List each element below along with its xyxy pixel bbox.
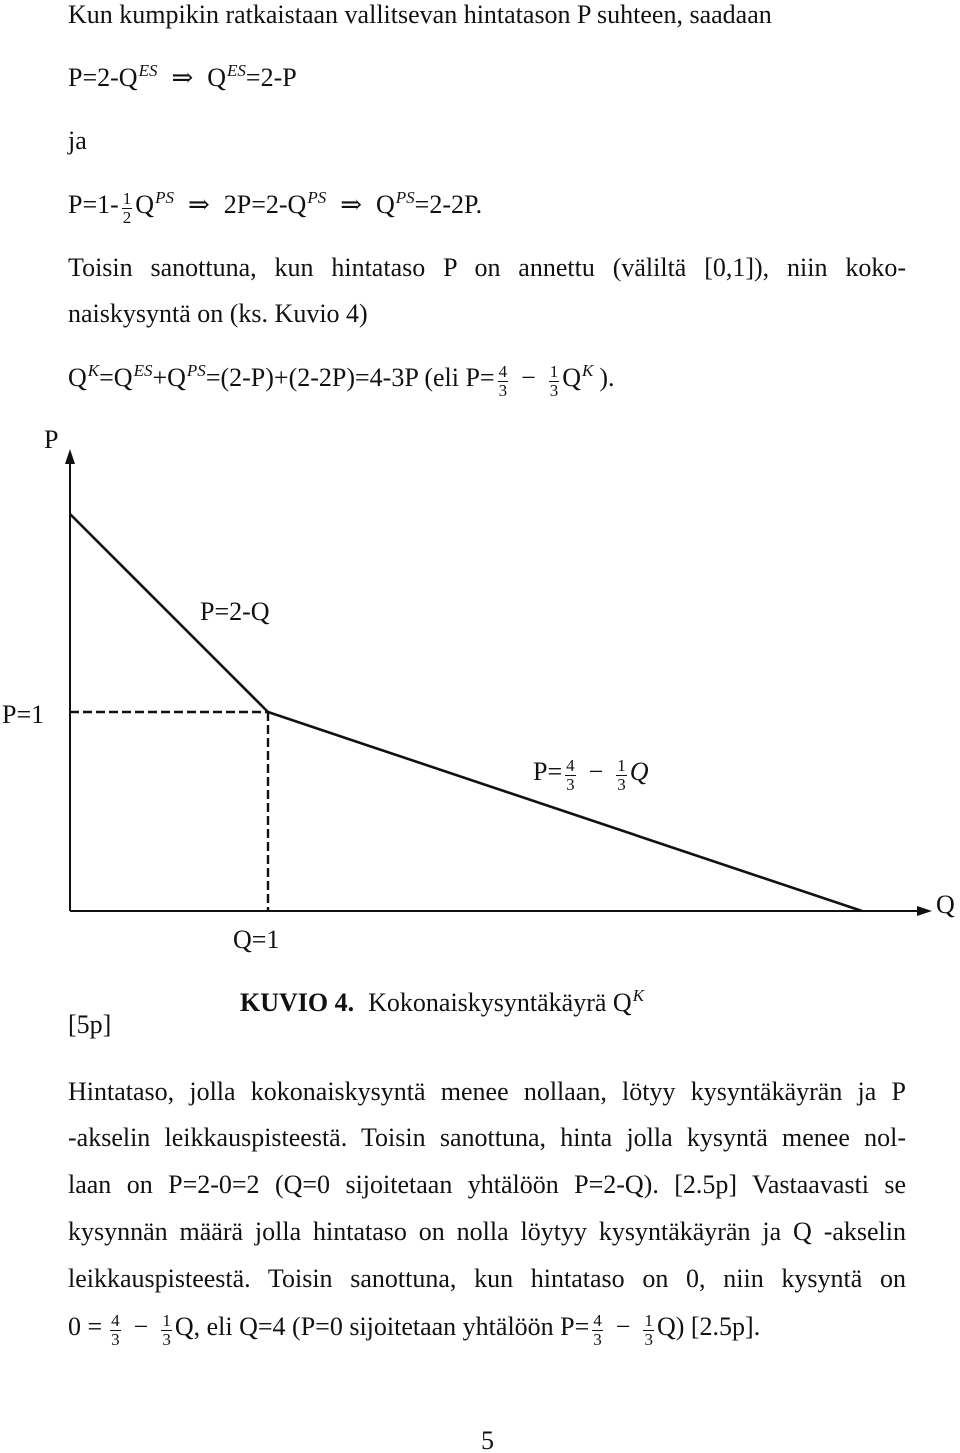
minus-sign: −	[521, 363, 536, 392]
demand-line-total	[268, 712, 862, 911]
quantity-symbol: Q	[562, 363, 582, 392]
superscript-k: K	[582, 361, 594, 380]
paragraph-last-end: Q) [2.5p].	[656, 1312, 761, 1341]
quantity-symbol: Q	[135, 190, 155, 219]
equation-es-lhs: P=2-Q	[68, 63, 138, 92]
fraction-denominator: 3	[566, 775, 575, 794]
fraction-four-thirds	[565, 757, 576, 794]
quantity-symbol: Q	[629, 757, 649, 786]
figure-caption-text: Kokonaiskysyntäkäyrä Q	[368, 988, 632, 1017]
fraction-numerator: 1	[617, 756, 626, 775]
price-axis-arrowhead	[65, 449, 75, 464]
equation-es-rhs: =2-P	[245, 63, 297, 92]
points-marker: [5p]	[68, 1010, 112, 1039]
fraction-one-half	[122, 190, 133, 227]
total-demand-label	[533, 757, 649, 803]
equation-ps-rhs: =2-2P.	[414, 190, 483, 219]
paragraph-line: leikkauspisteestä. Toisin sanottuna, kun hintataso on 0, niin kysyntä on	[68, 1264, 906, 1293]
quantity-symbol: Q	[68, 363, 87, 392]
superscript-ps: PS	[307, 188, 327, 207]
price-level-label: P=1	[2, 700, 45, 729]
fraction-numerator: 1	[644, 1311, 653, 1330]
fraction-numerator: 4	[498, 362, 508, 381]
y-axis-label: P	[44, 425, 59, 454]
paragraph-line: laan on P=2-0=2 (Q=0 sijoitetaan yhtälöön P=2-Q). [2.5p] Vastaavasti se	[68, 1170, 906, 1199]
equation-total-demand	[68, 363, 615, 409]
minus-sign: −	[615, 1312, 631, 1341]
fraction-four-thirds	[592, 1312, 603, 1349]
fraction-denominator: 3	[162, 1330, 171, 1349]
superscript-ps: PS	[155, 188, 174, 207]
superscript-es: ES	[133, 361, 153, 380]
x-axis-label: Q	[936, 890, 955, 919]
quantity-axis-arrowhead	[917, 906, 932, 916]
superscript-ps: PS	[395, 188, 415, 207]
fraction-numerator: 1	[549, 362, 559, 381]
fraction-numerator: 4	[111, 1311, 120, 1330]
fraction-one-third	[161, 1312, 172, 1349]
fraction-one-third	[549, 363, 560, 400]
paragraph-last-middle: Q, eli Q=4 (P=0 sijoitetaan yhtälöön P=	[174, 1312, 590, 1341]
minus-sign: −	[133, 1312, 149, 1341]
figure-caption-title: KUVIO 4.	[240, 988, 355, 1017]
fraction-four-thirds	[110, 1312, 121, 1349]
equation-end: ).	[599, 363, 615, 392]
fraction-denominator: 3	[498, 381, 508, 400]
superscript-k: K	[632, 986, 645, 1005]
intro-line-1: Kun kumpikin ratkaistaan vallitsevan hintatason P suhteen, saadaan	[68, 0, 772, 29]
fraction-denominator: 3	[617, 775, 626, 794]
superscript-es: ES	[138, 61, 158, 80]
equation-term: =(2-P)+(2-2P)=4-3P (eli P=	[205, 363, 495, 392]
fraction-denominator: 2	[122, 208, 132, 227]
equation-term: =Q	[99, 363, 133, 392]
equation-es	[68, 63, 297, 96]
demand-diagram	[0, 440, 960, 920]
equation-term: +Q	[152, 363, 186, 392]
quantity-symbol: Q	[376, 190, 395, 219]
total-demand-label-lhs: P=	[533, 757, 563, 786]
equation-ps-lhs: P=1-	[68, 190, 119, 219]
fraction-four-thirds	[498, 363, 509, 400]
implies-arrow: ⇒	[340, 190, 362, 219]
fraction-one-third	[616, 757, 627, 794]
minus-sign: −	[588, 757, 604, 786]
superscript-ps: PS	[186, 361, 206, 380]
figure-caption	[240, 988, 644, 1021]
paragraph-line: -akselin leikkauspisteestä. Toisin sanottuna, hinta jolla kysyntä menee nol-	[68, 1123, 906, 1152]
paragraph-line: Hintataso, jolla kokonaiskysyntä menee nollaan, lötyy kysyntäkäyrän ja P	[68, 1077, 906, 1106]
equation-ps	[68, 190, 482, 236]
fraction-denominator: 3	[593, 1330, 602, 1349]
fraction-numerator: 1	[122, 189, 132, 208]
intro-line-5: Toisin sanottuna, kun hintataso P on annettu (väliltä [0,1]), niin koko-	[68, 253, 906, 282]
implies-arrow: ⇒	[187, 190, 210, 219]
quantity-symbol: Q	[207, 63, 227, 92]
fraction-denominator: 3	[111, 1330, 120, 1349]
paragraph-line: kysynnän määrä jolla hintataso on nolla löytyy kysyntäkäyrän ja Q -akselin	[68, 1217, 906, 1246]
fraction-numerator: 4	[593, 1311, 602, 1330]
fraction-denominator: 3	[549, 381, 559, 400]
quantity-label: Q=1	[233, 925, 280, 954]
fraction-denominator: 3	[644, 1330, 653, 1349]
implies-arrow: ⇒	[171, 63, 194, 92]
paragraph-last-line	[68, 1312, 760, 1358]
steep-line-label: P=2-Q	[200, 597, 270, 626]
superscript-es: ES	[227, 61, 246, 80]
fraction-one-third	[643, 1312, 654, 1349]
fraction-numerator: 4	[566, 756, 575, 775]
intro-line-6: naiskysyntä on (ks. Kuvio 4)	[68, 299, 368, 328]
superscript-k: K	[87, 361, 100, 380]
fraction-numerator: 1	[162, 1311, 171, 1330]
page-number: 5	[481, 1426, 494, 1453]
paragraph-last-lhs: 0 =	[68, 1312, 103, 1341]
connector-ja: ja	[68, 126, 87, 155]
equation-ps-middle: 2P=2-Q	[223, 190, 307, 219]
